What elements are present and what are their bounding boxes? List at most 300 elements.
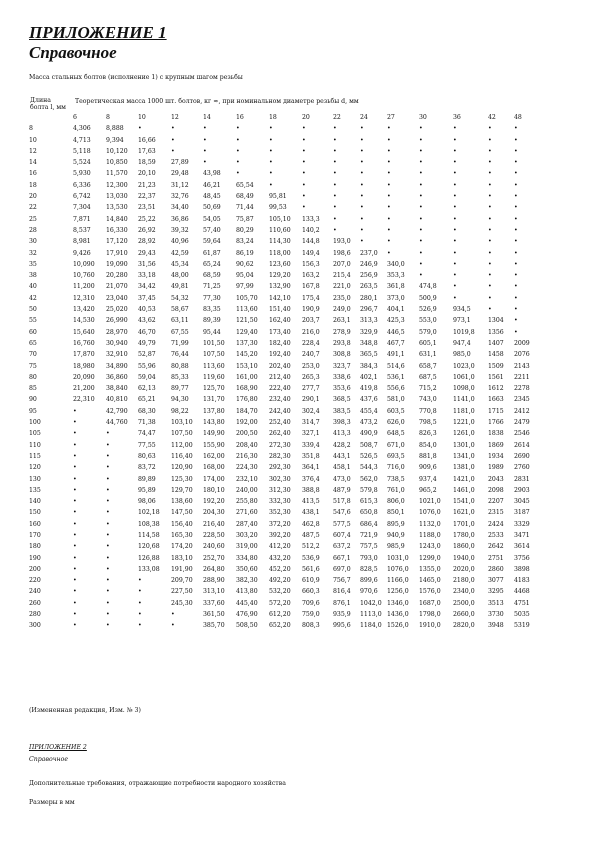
length-cell: 32 [29,249,37,257]
mass-cell: 532,20 [269,588,291,596]
mass-cell: 1141,0 [453,396,475,404]
mass-cell: 105,10 [269,215,291,223]
mass-cell: 458,1 [333,464,351,472]
mass-cell: 985,0 [453,351,471,359]
mass-cell: 240,7 [302,351,320,359]
mass-cell: • [106,430,110,438]
mass-cell: • [106,520,110,528]
mass-cell: • [138,577,142,585]
mass-cell: • [203,147,207,155]
mass-cell: • [514,260,518,268]
mass-cell: 671,0 [387,441,405,449]
mass-cell: 29,48 [171,170,189,178]
mass-cell: 9,426 [73,249,91,257]
mass-cell: 264,80 [203,565,225,573]
mass-cell: 49,79 [138,339,156,347]
table-row [29,451,534,462]
mass-cell: • [171,622,175,630]
mass-cell: 8,537 [73,226,91,234]
length-cell: 65 [29,339,37,347]
length-cell: 135 [29,486,41,494]
mass-cell: • [360,204,364,212]
mass-cell: 1261,0 [453,430,475,438]
mass-cell: 652,20 [269,622,291,630]
mass-cell: 432,20 [269,554,291,562]
mass-cell: 3513 [488,599,504,607]
mass-cell: • [269,181,273,189]
mass-cell: • [453,204,457,212]
mass-cell: 49,81 [171,283,189,291]
mass-cell: 2345 [514,396,530,404]
mass-cell: 272,30 [269,441,291,449]
mass-cell: 34,40 [171,204,189,212]
mass-cell: • [138,622,142,630]
mass-cell: 161,00 [236,373,258,381]
mass-cell: 121,50 [236,317,258,325]
mass-cell: • [419,238,423,246]
mass-cell: • [387,215,391,223]
mass-cell: • [73,520,77,528]
length-cell: 22 [29,204,37,212]
mass-cell: 15,640 [73,328,95,336]
length-cell: 16 [29,170,37,178]
mass-cell: • [73,407,77,415]
mass-cell: 20,090 [73,373,95,381]
mass-cell: 693,5 [387,452,405,460]
mass-cell: 383,5 [333,407,351,415]
mass-cell: • [73,622,77,630]
mass-cell: • [360,226,364,234]
mass-cell: 361,50 [203,611,225,619]
mass-cell: 74,47 [138,430,156,438]
mass-cell: • [488,249,492,257]
mass-cell: • [453,136,457,144]
mass-cell: 850,1 [387,509,405,517]
mass-cell: 280,1 [360,294,378,302]
mass-cell: 561,6 [302,565,320,573]
mass-cell: 909,6 [419,464,437,472]
mass-cell: 615,3 [360,498,378,506]
mass-cell: • [138,588,142,596]
mass-cell: • [302,159,306,167]
mass-cell: 18,59 [138,159,156,167]
mass-cell: • [387,204,391,212]
mass-cell: 1465,0 [419,577,441,585]
mass-cell: 3898 [514,565,530,573]
mass-cell: 222,40 [269,385,291,393]
units-note: Размеры в мм [29,799,75,806]
mass-cell: 536,9 [302,554,320,562]
mass-cell: 793,0 [360,554,378,562]
mass-cell: 86,19 [236,249,254,257]
mass-cell: 156,3 [302,260,320,268]
mass-cell: • [106,509,110,517]
mass-cell: • [106,543,110,551]
mass-cell: • [236,170,240,178]
mass-cell: 350,60 [236,565,258,573]
mass-cell: • [514,294,518,302]
mass-cell: • [106,599,110,607]
mass-cell: 2903 [514,486,530,494]
mass-cell: • [419,181,423,189]
mass-cell: 263,5 [360,283,378,291]
mass-cell: 388,8 [302,486,320,494]
mass-cell: 296,7 [360,306,378,314]
mass-cell: 612,20 [269,611,291,619]
mass-cell: 176,80 [236,396,258,404]
mass-cell: • [419,204,423,212]
table-row [29,417,534,428]
mass-cell: 21,070 [106,283,128,291]
mass-cell: 110,60 [269,226,291,234]
mass-cell: • [360,193,364,201]
mass-cell: 237,0 [360,249,378,257]
mass-cell: 114,30 [269,238,291,246]
mass-cell: 30,940 [106,339,128,347]
mass-cell: • [514,283,518,291]
mass-cell: • [360,238,364,246]
length-cell: 85 [29,385,37,393]
mass-cell: 94,30 [171,396,189,404]
mass-cell: • [73,543,77,551]
mass-cell: 145,20 [236,351,258,359]
table-row [29,406,534,417]
mass-cell: 89,39 [203,317,221,325]
mass-cell: 12,310 [73,294,95,302]
mass-cell: 446,5 [387,328,405,336]
mass-cell: • [514,147,518,155]
diameter-header-cell: 16 [236,114,244,121]
table-row [29,236,534,247]
length-cell: 150 [29,509,41,517]
mass-cell: 1023,0 [453,362,475,370]
mass-cell: • [488,294,492,302]
mass-cell: • [73,509,77,517]
mass-cell: 2642 [488,543,504,551]
mass-cell: 2424 [488,520,504,528]
mass-cell: • [360,136,364,144]
mass-cell: • [171,147,175,155]
mass-cell: 517,8 [333,498,351,506]
mass-cell: • [514,306,518,314]
table-row [29,304,534,315]
mass-cell: 1910,0 [419,622,441,630]
table-row [29,496,534,507]
mass-cell: 351,8 [302,452,320,460]
mass-cell: 65,54 [236,181,254,189]
mass-cell: 2860 [488,565,504,573]
mass-cell: 467,7 [387,339,405,347]
mass-cell: 1621,0 [453,509,475,517]
mass-cell: • [488,125,492,133]
mass-cell: 262,40 [269,430,291,438]
mass-cell: 313,3 [360,317,378,325]
mass-cell: • [106,577,110,585]
length-cell: 35 [29,260,37,268]
mass-cell: • [106,486,110,494]
mass-cell: 215,4 [333,272,351,280]
mass-cell: 256,9 [360,272,378,280]
mass-cell: 68,30 [138,407,156,415]
mass-cell: 413,3 [333,430,351,438]
mass-cell: 1113,0 [360,611,382,619]
mass-cell: 443,1 [333,452,351,460]
mass-cell: 48,45 [203,193,221,201]
length-cell: 80 [29,373,37,381]
mass-cell: 1541,0 [453,498,475,506]
mass-cell: 6,336 [73,181,91,189]
mass-cell: • [73,554,77,562]
mass-cell: 191,90 [171,565,193,573]
mass-cell: • [419,215,423,223]
length-cell: 200 [29,565,41,573]
mass-cell: • [514,204,518,212]
mass-cell: 216,40 [203,520,225,528]
mass-cell: 413,5 [302,498,320,506]
diameter-header-cell: 42 [488,114,496,121]
mass-cell: 1612 [488,385,504,393]
diameter-header-cell: 48 [514,114,522,121]
mass-cell: • [73,498,77,506]
length-cell: 30 [29,238,37,246]
mass-cell: 40,810 [106,396,128,404]
mass-cell: 29,43 [138,249,156,257]
mass-cell: 80,63 [138,452,156,460]
mass-cell: • [302,181,306,189]
mass-cell: 36,86 [171,215,189,223]
mass-cell: 2098 [488,486,504,494]
mass-cell: 4,306 [73,125,91,133]
mass-cell: 99,53 [269,204,287,212]
mass-cell: 404,1 [387,306,405,314]
mass-cell: • [73,452,77,460]
mass-cell: 373,0 [387,294,405,302]
mass-cell: 28,92 [138,238,156,246]
mass-cell: 828,5 [360,565,378,573]
mass-cell: 2180,0 [453,577,475,585]
mass-cell: 156,40 [171,520,193,528]
mass-cell: 1031,0 [387,554,409,562]
mass-cell: 102,18 [138,509,160,517]
length-cell: 300 [29,622,41,630]
table-row [29,214,534,225]
mass-cell: 45,34 [171,260,189,268]
mass-cell: 265,3 [302,373,320,381]
mass-cell: • [387,238,391,246]
mass-cell: 76,44 [171,351,189,359]
mass-cell: 209,70 [171,577,193,585]
mass-cell: 98,22 [171,407,189,415]
mass-cell: 2043 [488,475,504,483]
mass-cell: 192,00 [236,419,258,427]
mass-cell: 667,1 [333,554,351,562]
mass-cell: 207,0 [333,260,351,268]
length-cell: 120 [29,464,41,472]
mass-cell: • [419,272,423,280]
mass-cell: 1701,0 [453,520,475,528]
mass-cell: 339,4 [302,441,320,449]
mass-cell: 17,120 [106,238,128,246]
mass-cell: 937,4 [419,475,437,483]
mass-cell: 34,890 [106,362,128,370]
length-cell: 95 [29,407,37,415]
mass-cell: 180,10 [203,486,225,494]
mass-cell: 2751 [488,554,504,562]
mass-cell: 182,40 [269,339,291,347]
mass-cell: 293,8 [333,339,351,347]
mass-cell: 140,2 [302,226,320,234]
mass-cell: 123,60 [269,260,291,268]
table-row [29,225,534,236]
mass-cell: 3045 [514,498,530,506]
mass-cell: 761,0 [387,486,405,494]
mass-cell: • [360,125,364,133]
mass-cell: • [514,238,518,246]
mass-cell: 59,04 [138,373,156,381]
mass-cell: 34,42 [138,283,156,291]
diameter-header-cell: 20 [302,114,310,121]
mass-cell: • [360,159,364,167]
mass-cell: • [419,260,423,268]
mass-cell: 476,90 [236,611,258,619]
mass-cell: 54,05 [203,215,221,223]
mass-cell: 1076,0 [387,565,409,573]
mass-cell: 1458 [488,351,504,359]
mass-cell: 290,1 [302,396,320,404]
mass-cell: 970,6 [360,588,378,596]
mass-cell: 57,40 [203,226,221,234]
mass-cell: 95,04 [236,272,254,280]
mass-cell: • [514,272,518,280]
mass-cell: • [236,147,240,155]
mass-cell: 2020,0 [453,565,475,573]
mass-cell: 428,2 [333,441,351,449]
mass-cell: 382,30 [236,577,258,585]
mass-cell: • [387,159,391,167]
mass-cell: 282,30 [269,452,291,460]
table-row [29,530,534,541]
mass-cell: 313,10 [203,588,225,596]
mass-cell: 129,70 [171,486,193,494]
mass-cell: 798,5 [419,419,437,427]
mass-cell: 2533 [488,531,504,539]
mass-cell: 1256,0 [387,588,409,596]
mass-cell: 413,80 [236,588,258,596]
mass-cell: 173,40 [269,328,291,336]
length-cell: 42 [29,294,37,302]
mass-cell: 759,0 [302,611,320,619]
mass-cell: • [488,170,492,178]
mass-cell: 385,70 [203,622,225,630]
length-cell: 100 [29,419,41,427]
mass-cell: 13,530 [106,204,128,212]
mass-cell: • [333,204,337,212]
mass-cell: 65,21 [138,396,156,404]
mass-cell: • [488,215,492,223]
mass-cell: 556,6 [387,385,405,393]
mass-cell: 20,280 [106,272,128,280]
length-cell: 140 [29,498,41,506]
mass-cell: • [453,181,457,189]
mass-cell: 77,30 [203,294,221,302]
mass-cell: 462,8 [302,520,320,528]
mass-cell: • [453,249,457,257]
mass-cell: 581,0 [387,396,405,404]
mass-cell: 1304 [488,317,504,325]
mass-cell: 288,90 [203,577,225,585]
mass-cell: • [387,181,391,189]
mass-cell: • [106,565,110,573]
mass-cell: 202,40 [269,362,291,370]
mass-cell: 108,38 [138,520,160,528]
mass-cell: 338,6 [333,373,351,381]
mass-cell: 249,0 [333,306,351,314]
mass-cell: 327,1 [302,430,320,438]
mass-cell: 255,80 [236,498,258,506]
mass-cell: • [106,611,110,619]
requirements-heading: Дополнительные требования, отражающие потребности народного хозяйства [29,780,286,787]
mass-cell: 95,44 [203,328,221,336]
table-row [29,270,534,281]
mass-cell: 97,99 [236,283,254,291]
mass-cell: 147,50 [171,509,193,517]
table-row [29,281,534,292]
mass-cell: • [269,125,273,133]
mass-cell: • [453,238,457,246]
mass-cell: 235,0 [333,294,351,302]
mass-cell: 512,2 [302,543,320,551]
length-cell: 12 [29,147,37,155]
mass-cell: • [138,611,142,619]
mass-cell: 83,24 [236,238,254,246]
mass-cell: 116,40 [171,452,193,460]
mass-cell: 1346,0 [387,599,409,607]
mass-cell: • [488,193,492,201]
mass-cell: 2340,0 [453,588,475,596]
mass-cell: 287,40 [236,520,258,528]
mass-cell: 579,0 [419,328,437,336]
mass-cell: 1132,0 [419,520,441,528]
mass-cell: 4,713 [73,136,91,144]
table-row [29,123,534,134]
mass-cell: 4751 [514,599,530,607]
mass-cell: 162,00 [203,452,225,460]
mass-cell: 302,4 [302,407,320,415]
mass-cell: • [73,486,77,494]
mass-cell: • [453,294,457,302]
mass-cell: 246,9 [360,260,378,268]
mass-cell: 55,96 [138,362,156,370]
mass-cell: 98,06 [138,498,156,506]
mass-cell: 5,118 [73,147,91,155]
mass-cell: • [302,125,306,133]
mass-cell: 3329 [514,520,530,528]
mass-cell: 1166,0 [387,577,409,585]
mass-cell: 361,8 [387,283,405,291]
table-row [29,293,534,304]
mass-cell: 277,7 [302,385,320,393]
mass-cell: 228,50 [203,531,225,539]
mass-cell: 43,98 [203,170,221,178]
length-cell: 50 [29,306,37,314]
mass-cell: 3295 [488,588,504,596]
mass-cell: 1940,0 [453,554,475,562]
mass-cell: 75,87 [236,215,254,223]
mass-cell: 183,10 [171,554,193,562]
mass-cell: • [419,193,423,201]
length-cell: 90 [29,396,37,404]
mass-cell: 31,12 [171,181,189,189]
